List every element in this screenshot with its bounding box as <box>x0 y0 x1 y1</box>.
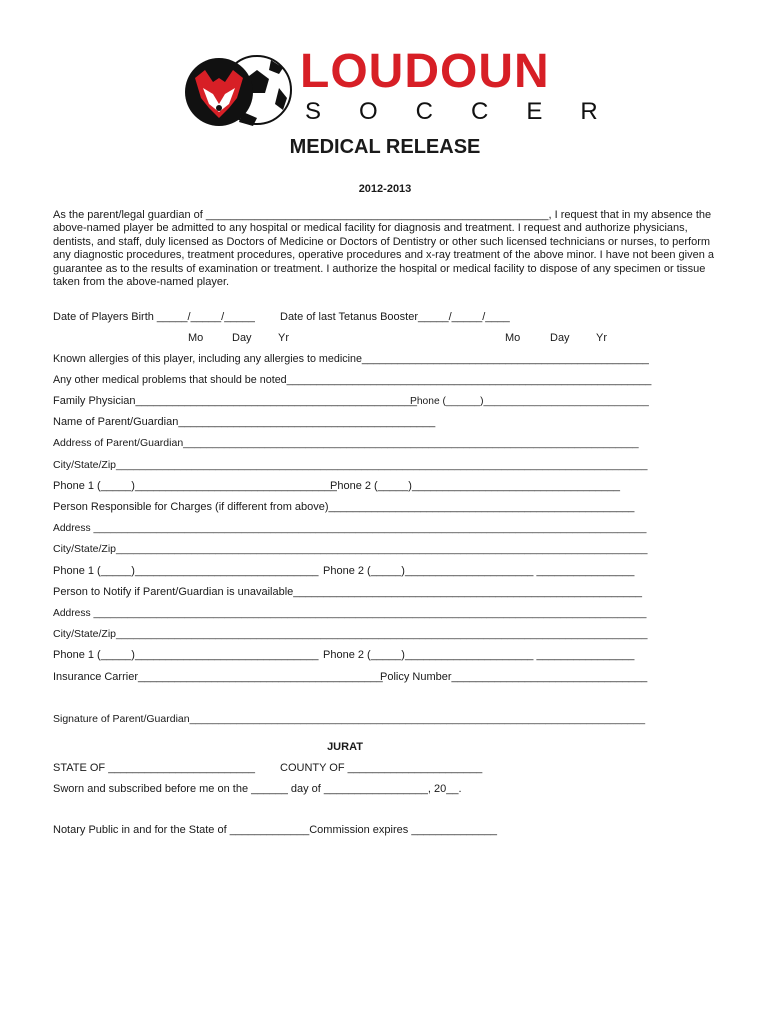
jurat-heading: JURAT <box>327 741 363 753</box>
county-field[interactable]: COUNTY OF ______________________ <box>280 762 483 774</box>
guardian-name-field[interactable]: Name of Parent/Guardian__________________________________________ <box>53 416 436 428</box>
city-state-zip-field[interactable]: City/State/Zip___________________________________________________________________________________________ <box>53 459 648 471</box>
season-year: 2012-2013 <box>358 183 412 195</box>
label-year: Yr <box>278 332 289 344</box>
logo-subtitle: SOCCER <box>305 98 636 125</box>
phone1-field[interactable]: Phone 1 (_____)_________________________________ <box>53 480 337 492</box>
phone2-field[interactable]: Phone 2 (_____)_____________________ ________________ <box>323 649 635 661</box>
responsible-person-field[interactable]: Person Responsible for Charges (if different from above)__________________________________________________ <box>53 501 635 513</box>
insurance-carrier-field[interactable]: Insurance Carrier________________________________________ <box>53 671 383 683</box>
guardian-address-field[interactable]: Address of Parent/Guardian______________________________________________________________________________ <box>53 437 639 449</box>
notify-person-field[interactable]: Person to Notify if Parent/Guardian is unavailable_________________________________________________________ <box>53 586 643 598</box>
phone2-field[interactable]: Phone 2 (_____)__________________________________ <box>330 480 620 492</box>
state-field[interactable]: STATE OF ________________________ <box>53 762 256 774</box>
physician-phone-field[interactable]: Phone (______)_____________________________ <box>410 396 649 407</box>
phone1-field[interactable]: Phone 1 (_____)______________________________ <box>53 649 319 661</box>
address-field[interactable]: Address _________________________________________________________________________________________________ <box>53 608 647 619</box>
address-field[interactable]: Address _________________________________________________________________________________________________ <box>53 523 647 534</box>
label-day: Day <box>232 332 252 344</box>
policy-number-field[interactable]: Policy Number________________________________ <box>380 671 648 683</box>
birth-date-field[interactable]: Date of Players Birth _____/_____/_____ <box>53 311 255 323</box>
phone2-field[interactable]: Phone 2 (_____)_____________________ ________________ <box>323 565 635 577</box>
label-month: Mo <box>188 332 204 344</box>
allergies-field[interactable]: Known allergies of this player, including any allergies to medicine________________________________________________ <box>53 353 649 365</box>
medical-problems-field[interactable]: Any other medical problems that should be noted_____________________________________________________________ <box>53 374 652 386</box>
phone1-field[interactable]: Phone 1 (_____)______________________________ <box>53 565 319 577</box>
notary-field[interactable]: Notary Public in and for the State of _____________Commission expires ______________ <box>53 824 497 836</box>
label-day-2: Day <box>550 332 570 344</box>
sworn-field[interactable]: Sworn and subscribed before me on the ______ day of _________________, 20__. <box>53 783 462 795</box>
label-month-2: Mo <box>505 332 521 344</box>
city-state-zip-field[interactable]: City/State/Zip___________________________________________________________________________________________ <box>53 543 648 555</box>
document-title: MEDICAL RELEASE <box>289 136 481 158</box>
city-state-zip-field[interactable]: City/State/Zip___________________________________________________________________________________________ <box>53 628 648 640</box>
logo-title: LOUDOUN <box>300 45 550 98</box>
tetanus-date-field[interactable]: Date of last Tetanus Booster_____/_____/____ <box>280 311 510 323</box>
physician-field[interactable]: Family Physician______________________________________________ <box>53 395 417 407</box>
intro-paragraph: As the parent/legal guardian of ________________________________________________________, I request that in my absence the above-named player be admitted to any hospital or medical facility for diagnosis and treatment. I request and authorize physicians, dentists, and staff, duly licensed as Doctors of Medicine or Doctors of Dentistry or other such licensed technicians or nurses, to perform any diagnostic procedures, treatment procedures, operative procedures and x-ray treatment of the above minor. I have not been given a guarantee as to the results of examination or treatment. I authorize the hospital or medical facility to dispose of any specimen or tissue taken from the above-named player. <box>53 209 714 289</box>
fox-soccer-ball-icon <box>183 48 295 132</box>
signature-field[interactable]: Signature of Parent/Guardian______________________________________________________________________________ <box>53 713 646 725</box>
label-year-2: Yr <box>596 332 607 344</box>
